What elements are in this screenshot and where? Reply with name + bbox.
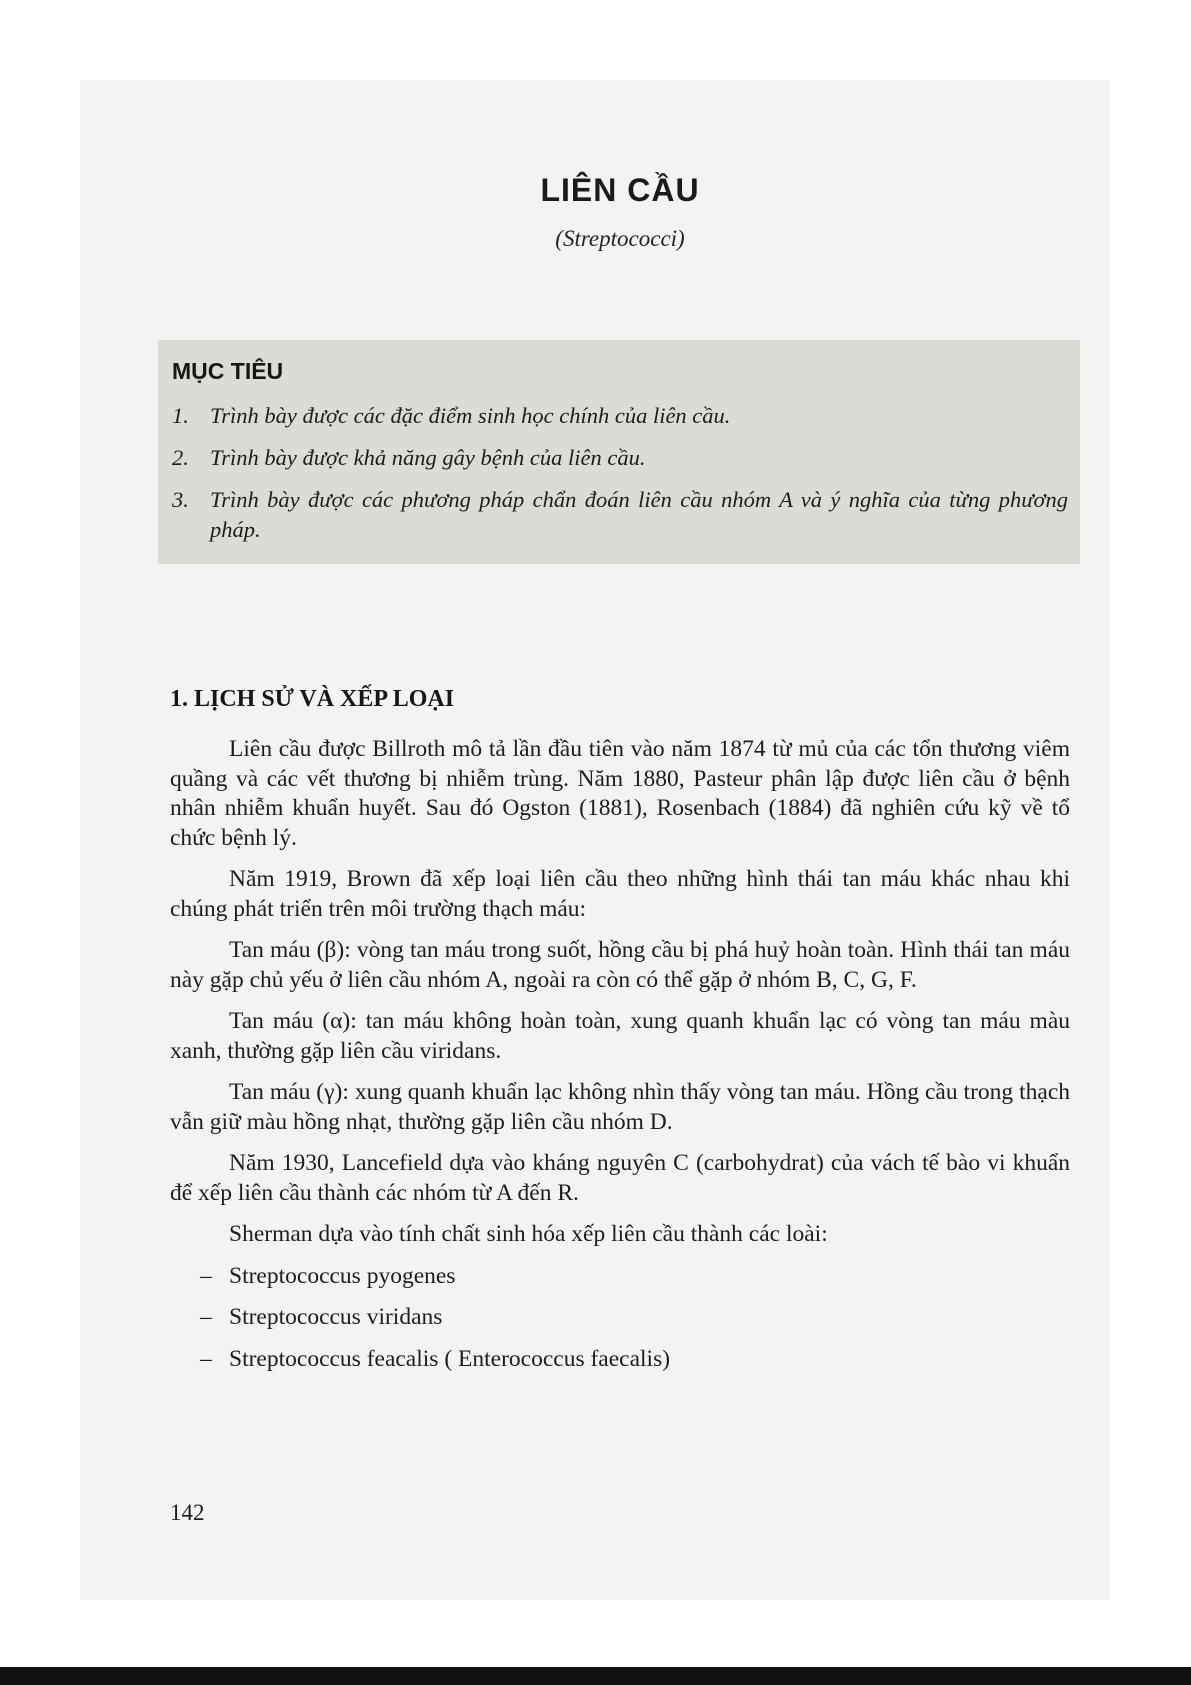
list-item (170, 1262, 1070, 1292)
species-list (170, 1262, 1070, 1375)
list-item-text: Streptococcus pyogenes (229, 1262, 456, 1289)
paragraph: Tan máu (γ): xung quanh khuẩn lạc không nhìn thấy vòng tan máu. Hồng cầu trong thạch vẫn giữ màu hồng nhạt, thường gặp liên cầu nhóm D. (170, 1079, 1070, 1135)
objective-number: 2. (172, 445, 189, 470)
objective-text: Trình bày được các phương pháp chẩn đoán liên cầu nhóm A và ý nghĩa của từng phương pháp. (210, 487, 1068, 542)
objective-text: Trình bày được khả năng gây bệnh của liên cầu. (210, 445, 646, 470)
paragraph: Sherman dựa vào tính chất sinh hóa xếp liên cầu thành các loài: (229, 1221, 828, 1247)
list-item (170, 1303, 1070, 1333)
objective-number: 1. (172, 403, 189, 428)
objectives-box (158, 340, 1080, 564)
list-item (170, 1345, 1070, 1375)
objectives-list (172, 401, 1068, 545)
list-item-text: Streptococcus feacalis ( Enterococcus faecalis) (229, 1345, 671, 1372)
objective-item (172, 443, 1068, 473)
objective-text: Trình bày được các đặc điểm sinh học chính của liên cầu. (210, 403, 731, 428)
paragraph: Năm 1930, Lancefield dựa vào kháng nguyên C (carbohydrat) của vách tế bào vi khuẩn để xếp liên cầu thành các nhóm từ A đến R. (170, 1150, 1070, 1206)
paragraph: Liên cầu được Billroth mô tả lần đầu tiên vào năm 1874 từ mủ của các tổn thương viêm quầng và các vết thương bị nhiễm trùng. Năm 1880, Pasteur phân lập được liên cầu ở bệnh nhân nhiễm khuẩn huyết. Sau đó Ogston (1881), Rosenbach (1884) đã nghiên cứu kỹ về tổ chức bệnh lý. (170, 736, 1070, 851)
bullet-dash: – (200, 1262, 212, 1289)
section-heading: 1. LỊCH SỬ VÀ XẾP LOẠI (170, 686, 455, 712)
chapter-title: LIÊN CẦU (540, 172, 700, 208)
page-number: 142 (170, 1500, 205, 1525)
objectives-heading: MỤC TIÊU (172, 358, 284, 384)
bullet-dash: – (200, 1304, 212, 1330)
paragraph: Tan máu (α): tan máu không hoàn toàn, xung quanh khuẩn lạc có vòng tan máu màu xanh, thường gặp liên cầu viridans. (170, 1008, 1070, 1064)
objective-item (172, 485, 1068, 545)
main-content (170, 686, 1070, 1386)
list-item-text: Streptococcus viridans (229, 1304, 443, 1330)
objective-item (172, 401, 1068, 431)
objective-number: 3. (172, 487, 189, 512)
scan-bottom-edge (0, 1667, 1191, 1685)
chapter-subtitle: (Streptococci) (555, 226, 685, 251)
paragraph: Tan máu (β): vòng tan máu trong suốt, hồng cầu bị phá huỷ hoàn toàn. Hình thái tan máu này gặp chủ yếu ở liên cầu nhóm A, ngoài ra còn có thể gặp ở nhóm B, C, G, F. (170, 937, 1070, 993)
paragraph: Năm 1919, Brown đã xếp loại liên cầu theo những hình thái tan máu khác nhau khi chúng phát triển trên môi trường thạch máu: (170, 866, 1070, 922)
bullet-dash: – (200, 1345, 212, 1372)
